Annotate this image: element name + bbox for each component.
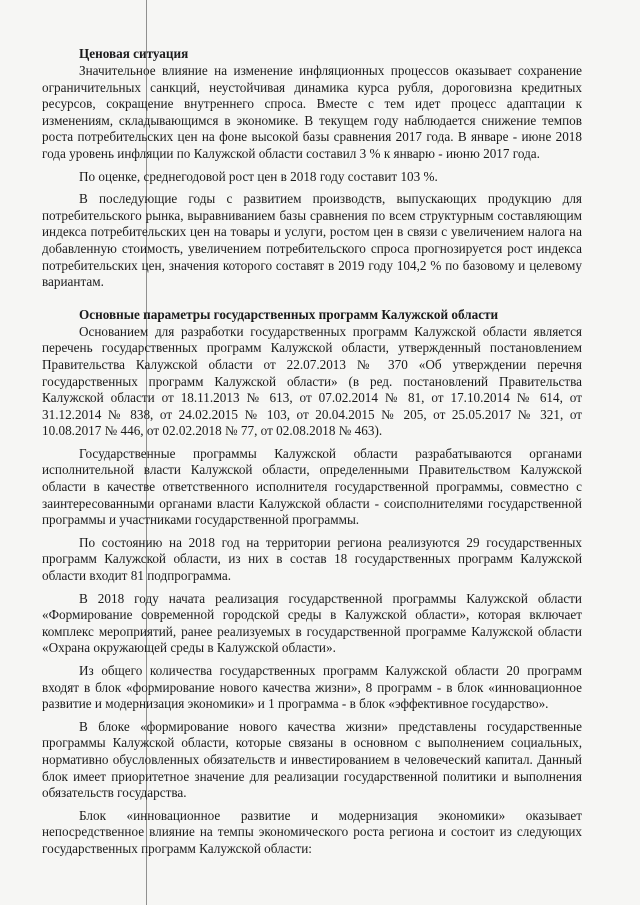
paragraph: Значительное влияние на изменение инфляционных процессов оказывает сохранение ограничительных санкций, неустойчивая динамика курса рубля, дороговизна кредитных ресурсов, сокращение внутреннего спроса. Вместе с тем идет процесс адаптации к изменениям, складывающимся в экономике. В текущем году наблюдается снижение темпов роста потребительских цен на фоне высокой базы сравнения 2017 года. В январе - июне 2018 года уровень инфляции по Калужской области составил 3 % к январю - июню 2017 года.: [42, 63, 582, 161]
paragraph: Основанием для разработки государственных программ Калужской области является перечень государственных программ Калужской области, утвержденный постановлением Правительства Калужской области от 22.07.2013 № 370 «Об утверждении перечня государственных программ Калужской области» (в ред. постановлений Правительства Калужской области от 18.11.2013 № 613, от 07.02.2014 № 81, от 17.10.2014 № 614, от 31.12.2014 № 838, от 24.02.2015 № 103, от 20.04.2015 № 205, от 25.05.2017 № 321, от 10.08.2017 № 446, от 02.02.2018 № 77, от 02.08.2018 № 463).: [42, 323, 582, 439]
document-page: [42, 46, 582, 864]
section-heading-programs: Основные параметры государственных программ Калужской области: [79, 306, 499, 322]
paragraph: Блок «инновационное развитие и модернизация экономики» оказывает непосредственное влияние на темпы экономического роста региона и состоит из следующих государственных программ Калужской области:: [42, 807, 582, 856]
paragraph: По состоянию на 2018 год на территории региона реализуются 29 государственных программ Калужской области, из них в состав 18 государственных программ Калужской области входит 81 подпрограмма.: [42, 534, 582, 584]
paragraph: Государственные программы Калужской области разрабатываются органами исполнительной власти Калужской области, определенными Правительством Калужской области в качестве ответственного исполнителя государственной программы, совместно с заинтересованными органами власти Калужской области - соисполнителями государственной программы и участниками государственной программы.: [42, 445, 582, 528]
paragraph: По оценке, среднегодовой рост цен в 2018 году составит 103 %.: [79, 168, 438, 184]
section-heading-price: Ценовая ситуация: [79, 46, 189, 61]
paragraph: В 2018 году начата реализация государственной программы Калужской области «Формирование современной городской среды в Калужской области», которая включает комплекс мероприятий, ранее реализуемых в государственной программе Калужской области «Охрана окружающей среды в Калужской области».: [42, 590, 582, 656]
paragraph: Из общего количества государственных программ Калужской области 20 программ входят в блок «формирование нового качества жизни», 8 программ - в блок «инновационное развитие и модернизация экономики» и 1 программа - в блок «эффективное государство».: [42, 663, 582, 712]
paragraph: В блоке «формирование нового качества жизни» представлены государственные программы Калужской области, которые связаны в основном с выполнением социальных, нормативно обусловленных обязательств и инвестированием в человеческий капитал. Данный блок имеет приоритетное значение для реализации государственной политики и выполнения обязательств государства.: [42, 718, 582, 801]
paragraph: В последующие годы с развитием производств, выпускающих продукцию для потребительского рынка, выравниванием базы сравнения по всем структурным составляющим индекса потребительских цен на товары и услуги, ростом цен в связи с увеличением налога на добавленную стоимость, увеличением потребительского спроса прогнозируется рост индекса потребительских цен, значения которого составят в 2019 году 104,2 % по базовому и целевому вариантам.: [42, 191, 582, 290]
